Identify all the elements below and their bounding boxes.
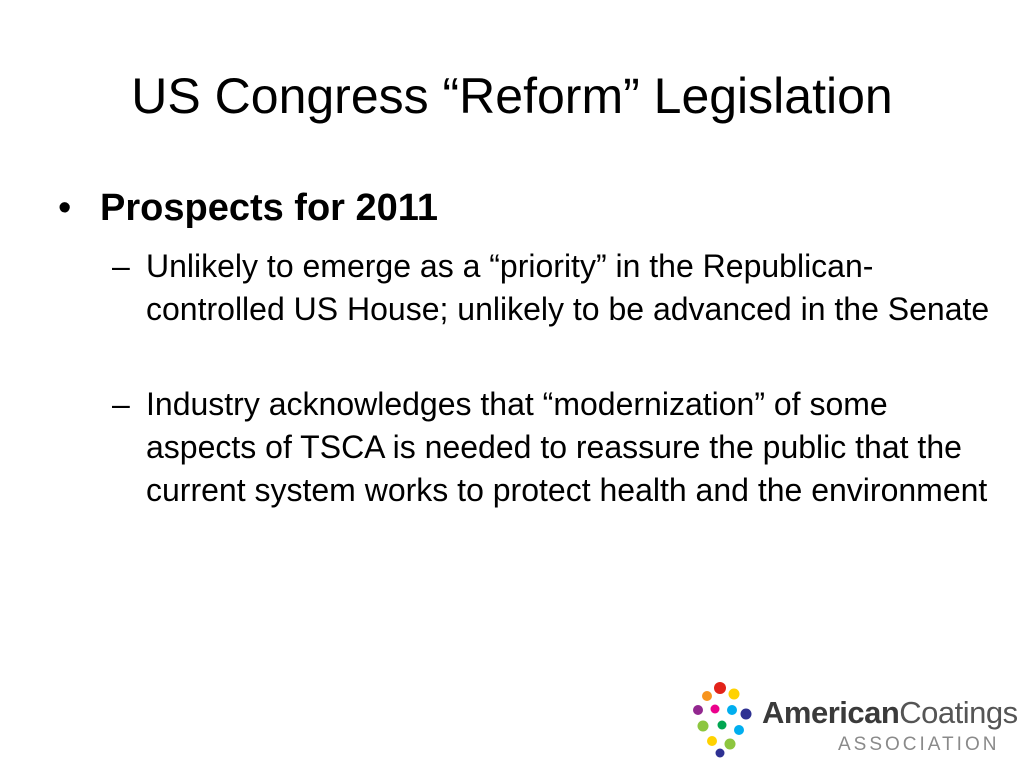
logo-dot xyxy=(741,709,752,720)
logo-dot xyxy=(734,725,744,735)
logo-dot xyxy=(693,705,703,715)
logo-wordmark xyxy=(762,696,1018,730)
subbullet-item xyxy=(112,245,992,331)
logo-tagline: ASSOCIATION xyxy=(838,734,1000,755)
bullet-item xyxy=(58,185,438,231)
logo-dot xyxy=(698,721,709,732)
subbullet-marker: – xyxy=(112,386,130,422)
logo-dot xyxy=(711,705,720,714)
bullet-marker: • xyxy=(58,187,72,229)
logo-dot xyxy=(707,736,717,746)
logo-dot xyxy=(727,705,737,715)
subbullet-marker: – xyxy=(112,248,130,284)
logo-word-coatings: Coatings xyxy=(899,695,1018,730)
logo-dot xyxy=(729,689,740,700)
subbullet-text: Unlikely to emerge as a “priority” in the Republican-controlled US House; unlikely to be advanced in the Senate xyxy=(146,248,990,327)
logo-dot xyxy=(718,721,727,730)
bullet-text: Prospects for 2011 xyxy=(100,187,438,229)
subbullet-text: Industry acknowledges that “modernization” of some aspects of TSCA is needed to reassure the public that the current system works to protect health and the environment xyxy=(146,386,988,508)
logo-dot xyxy=(716,749,725,758)
slide-title: US Congress “Reform” Legislation xyxy=(131,68,893,124)
logo-dot xyxy=(702,691,712,701)
logo-dot xyxy=(714,682,726,694)
american-coatings-logo xyxy=(690,680,1018,758)
logo-word-american: American xyxy=(762,695,900,730)
logo-dot xyxy=(725,739,736,750)
dots-logo-icon xyxy=(690,680,754,758)
subbullet-item xyxy=(112,383,992,512)
